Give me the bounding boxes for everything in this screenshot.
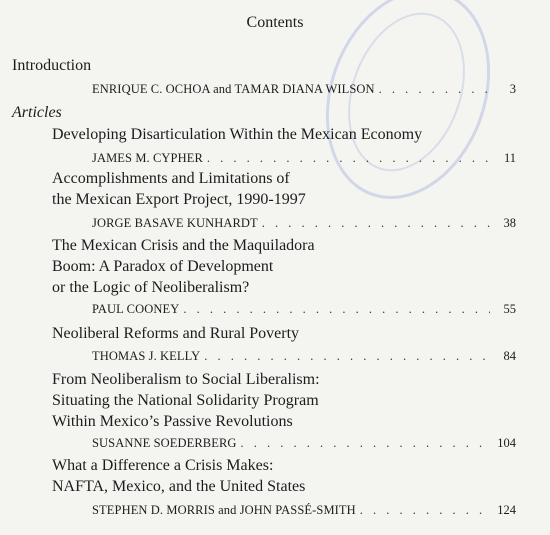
dot-leader bbox=[379, 82, 490, 97]
dot-leader bbox=[207, 151, 490, 166]
article-title[interactable] bbox=[52, 124, 422, 145]
title-line: Neoliberal Reforms and Rural Poverty bbox=[52, 325, 300, 342]
contents-heading: Contents bbox=[246, 14, 304, 31]
article-entry[interactable] bbox=[92, 216, 516, 232]
article-entry[interactable] bbox=[92, 302, 516, 318]
page-number: 11 bbox=[503, 151, 516, 165]
page-number: 55 bbox=[503, 302, 516, 316]
author-name: PAUL COONEY bbox=[92, 302, 180, 316]
page-number: 104 bbox=[497, 436, 516, 450]
article-title[interactable] bbox=[52, 235, 315, 298]
article-entry[interactable] bbox=[92, 436, 516, 452]
author-name: ENRIQUE C. OCHOA and TAMAR DIANA WILSON bbox=[92, 82, 375, 96]
article-entry[interactable] bbox=[92, 349, 516, 365]
dot-leader bbox=[183, 302, 490, 317]
title-line: The Mexican Crisis and the Maquiladora bbox=[52, 237, 315, 254]
article-title[interactable] bbox=[52, 369, 320, 432]
title-line: Accomplishments and Limitations of bbox=[52, 170, 290, 187]
author-name: JORGE BASAVE KUNHARDT bbox=[92, 216, 258, 230]
articles-heading: Articles bbox=[12, 104, 62, 121]
page-number: 84 bbox=[503, 349, 516, 363]
article-entry[interactable] bbox=[92, 151, 516, 167]
title-line: Developing Disarticulation Within the Mexican Economy bbox=[52, 126, 423, 143]
page-number: 38 bbox=[503, 216, 516, 230]
dot-leader bbox=[262, 216, 490, 231]
title-line: From Neoliberalism to Social Liberalism: bbox=[52, 371, 320, 388]
title-line: NAFTA, Mexico, and the United States bbox=[52, 478, 306, 495]
dot-leader bbox=[204, 349, 490, 364]
title-line: Within Mexico’s Passive Revolutions bbox=[52, 413, 293, 430]
page-number: 3 bbox=[509, 82, 516, 96]
article-title[interactable] bbox=[52, 168, 306, 210]
author-name: STEPHEN D. MORRIS and JOHN PASSÉ-SMITH bbox=[92, 503, 356, 517]
introduction-heading: Introduction bbox=[12, 57, 92, 74]
article-title[interactable] bbox=[52, 323, 299, 344]
author-name: SUSANNE SOEDERBERG bbox=[92, 436, 237, 450]
library-stamp bbox=[298, 0, 518, 222]
title-line: Situating the National Solidarity Program bbox=[52, 392, 319, 409]
article-title[interactable] bbox=[52, 455, 305, 497]
author-name: JAMES M. CYPHER bbox=[92, 151, 203, 165]
introduction-entry[interactable] bbox=[92, 82, 516, 98]
title-line: Boom: A Paradox of Development bbox=[52, 258, 274, 275]
title-line: or the Logic of Neoliberalism? bbox=[52, 279, 250, 296]
page-number: 124 bbox=[497, 503, 516, 517]
author-name: THOMAS J. KELLY bbox=[92, 349, 201, 363]
dot-leader bbox=[241, 436, 490, 451]
title-line: the Mexican Export Project, 1990-1997 bbox=[52, 191, 306, 208]
title-line: What a Difference a Crisis Makes: bbox=[52, 457, 274, 474]
dot-leader bbox=[360, 503, 490, 518]
article-entry[interactable] bbox=[92, 503, 516, 519]
